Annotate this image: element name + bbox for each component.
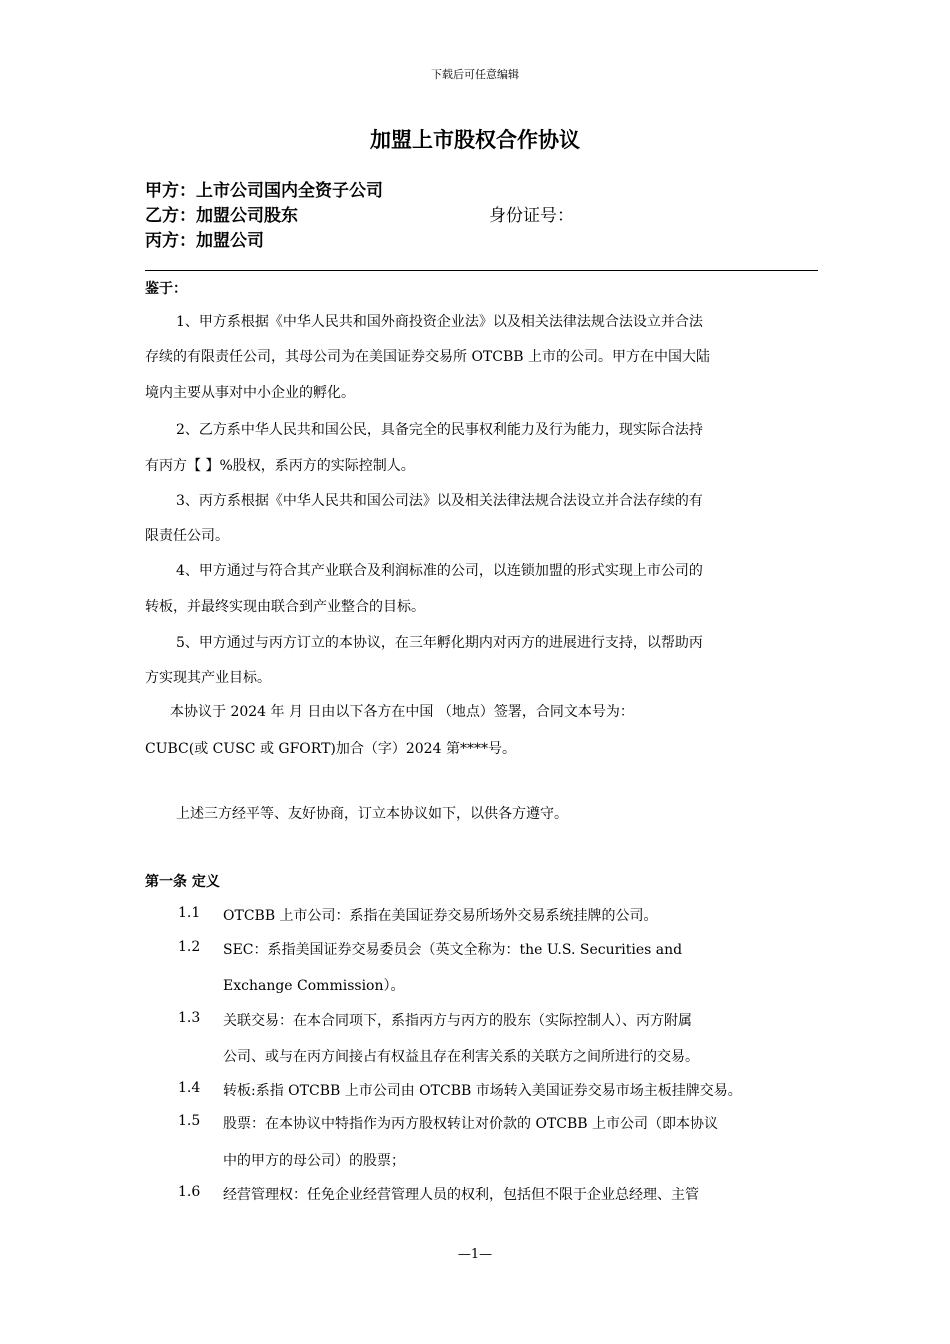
preamble-line: 限责任公司。 bbox=[145, 528, 229, 544]
preamble-heading: 鉴于： bbox=[145, 281, 187, 297]
preamble-line: 1、甲方系根据《中华人民共和国外商投资企业法》以及相关法律法规合法设立并合法 bbox=[176, 314, 703, 330]
definition-text: 中的甲方的母公司）的股票； bbox=[223, 1153, 405, 1169]
party-c: 丙方：加盟公司 bbox=[145, 231, 264, 251]
definition-text: OTCBB 上市公司：系指在美国证券交易所场外交易系统挂牌的公司。 bbox=[223, 908, 658, 924]
document-title: 加盟上市股权合作协议 bbox=[370, 128, 580, 152]
party-a: 甲方：上市公司国内全资子公司 bbox=[145, 181, 383, 201]
header-divider bbox=[145, 270, 818, 271]
article-1-heading: 第一条 定义 bbox=[145, 874, 220, 890]
preamble-line: 转板，并最终实现由联合到产业整合的目标。 bbox=[145, 599, 425, 615]
preamble-line: 存续的有限责任公司，其母公司为在美国证券交易所 OTCBB 上市的公司。甲方在中国大陆 bbox=[145, 349, 711, 365]
definition-number: 1.6 bbox=[178, 1184, 201, 1200]
preamble-line: 4、甲方通过与符合其产业联合及利润标准的公司，以连锁加盟的形式实现上市公司的 bbox=[176, 563, 703, 579]
definition-number: 1.3 bbox=[178, 1010, 201, 1026]
party-b-id-label: 身份证号： bbox=[489, 206, 574, 226]
definition-text: Exchange Commission）。 bbox=[223, 978, 405, 994]
preamble-line: 3、丙方系根据《中华人民共和国公司法》以及相关法律法规合法设立并合法存续的有 bbox=[176, 493, 703, 509]
party-b: 乙方：加盟公司股东 bbox=[145, 206, 298, 226]
preamble-line: 方实现其产业目标。 bbox=[145, 670, 271, 686]
agreement-intro: 上述三方经平等、友好协商，订立本协议如下，以供各方遵守。 bbox=[176, 806, 568, 822]
preamble-line: 5、甲方通过与丙方订立的本协议，在三年孵化期内对丙方的进展进行支持，以帮助丙 bbox=[176, 635, 703, 651]
definition-text: 关联交易：在本合同项下，系指丙方与丙方的股东（实际控制人）、丙方附属 bbox=[223, 1013, 692, 1029]
definition-text: 公司、或与在丙方间接占有权益且存在利害关系的关联方之间所进行的交易。 bbox=[223, 1049, 699, 1065]
definition-text: 转板:系指 OTCBB 上市公司由 OTCBB 市场转入美国证券交易市场主板挂牌交易。 bbox=[223, 1083, 742, 1099]
definition-number: 1.1 bbox=[178, 905, 201, 921]
page-number: —1— bbox=[457, 1247, 493, 1262]
preamble-line: 有丙方【 】%股权，系丙方的实际控制人。 bbox=[145, 458, 415, 474]
definition-text: 经营管理权：任免企业经营管理人员的权利，包括但不限于企业总经理、主管 bbox=[223, 1187, 699, 1203]
definition-text: SEC：系指美国证券交易委员会（英文全称为：the U.S. Securities and bbox=[223, 942, 683, 958]
definition-text: 股票：在本协议中特指作为丙方股权转让对价款的 OTCBB 上市公司（即本协议 bbox=[223, 1116, 719, 1132]
page-header-note: 下载后可任意编辑 bbox=[431, 68, 519, 81]
signing-line: 本协议于 2024 年 月 日由以下各方在中国 （地点）签署，合同文本号为： bbox=[170, 704, 634, 720]
preamble-line: 境内主要从事对中小企业的孵化。 bbox=[145, 385, 355, 401]
definition-number: 1.4 bbox=[178, 1080, 201, 1096]
definition-number: 1.2 bbox=[178, 939, 201, 955]
preamble-line: 2、乙方系中华人民共和国公民，具备完全的民事权利能力及行为能力，现实际合法持 bbox=[176, 422, 703, 438]
contract-number-line: CUBC(或 CUSC 或 GFORT)加合（字）2024 第****号。 bbox=[145, 741, 516, 757]
definition-number: 1.5 bbox=[178, 1113, 201, 1129]
